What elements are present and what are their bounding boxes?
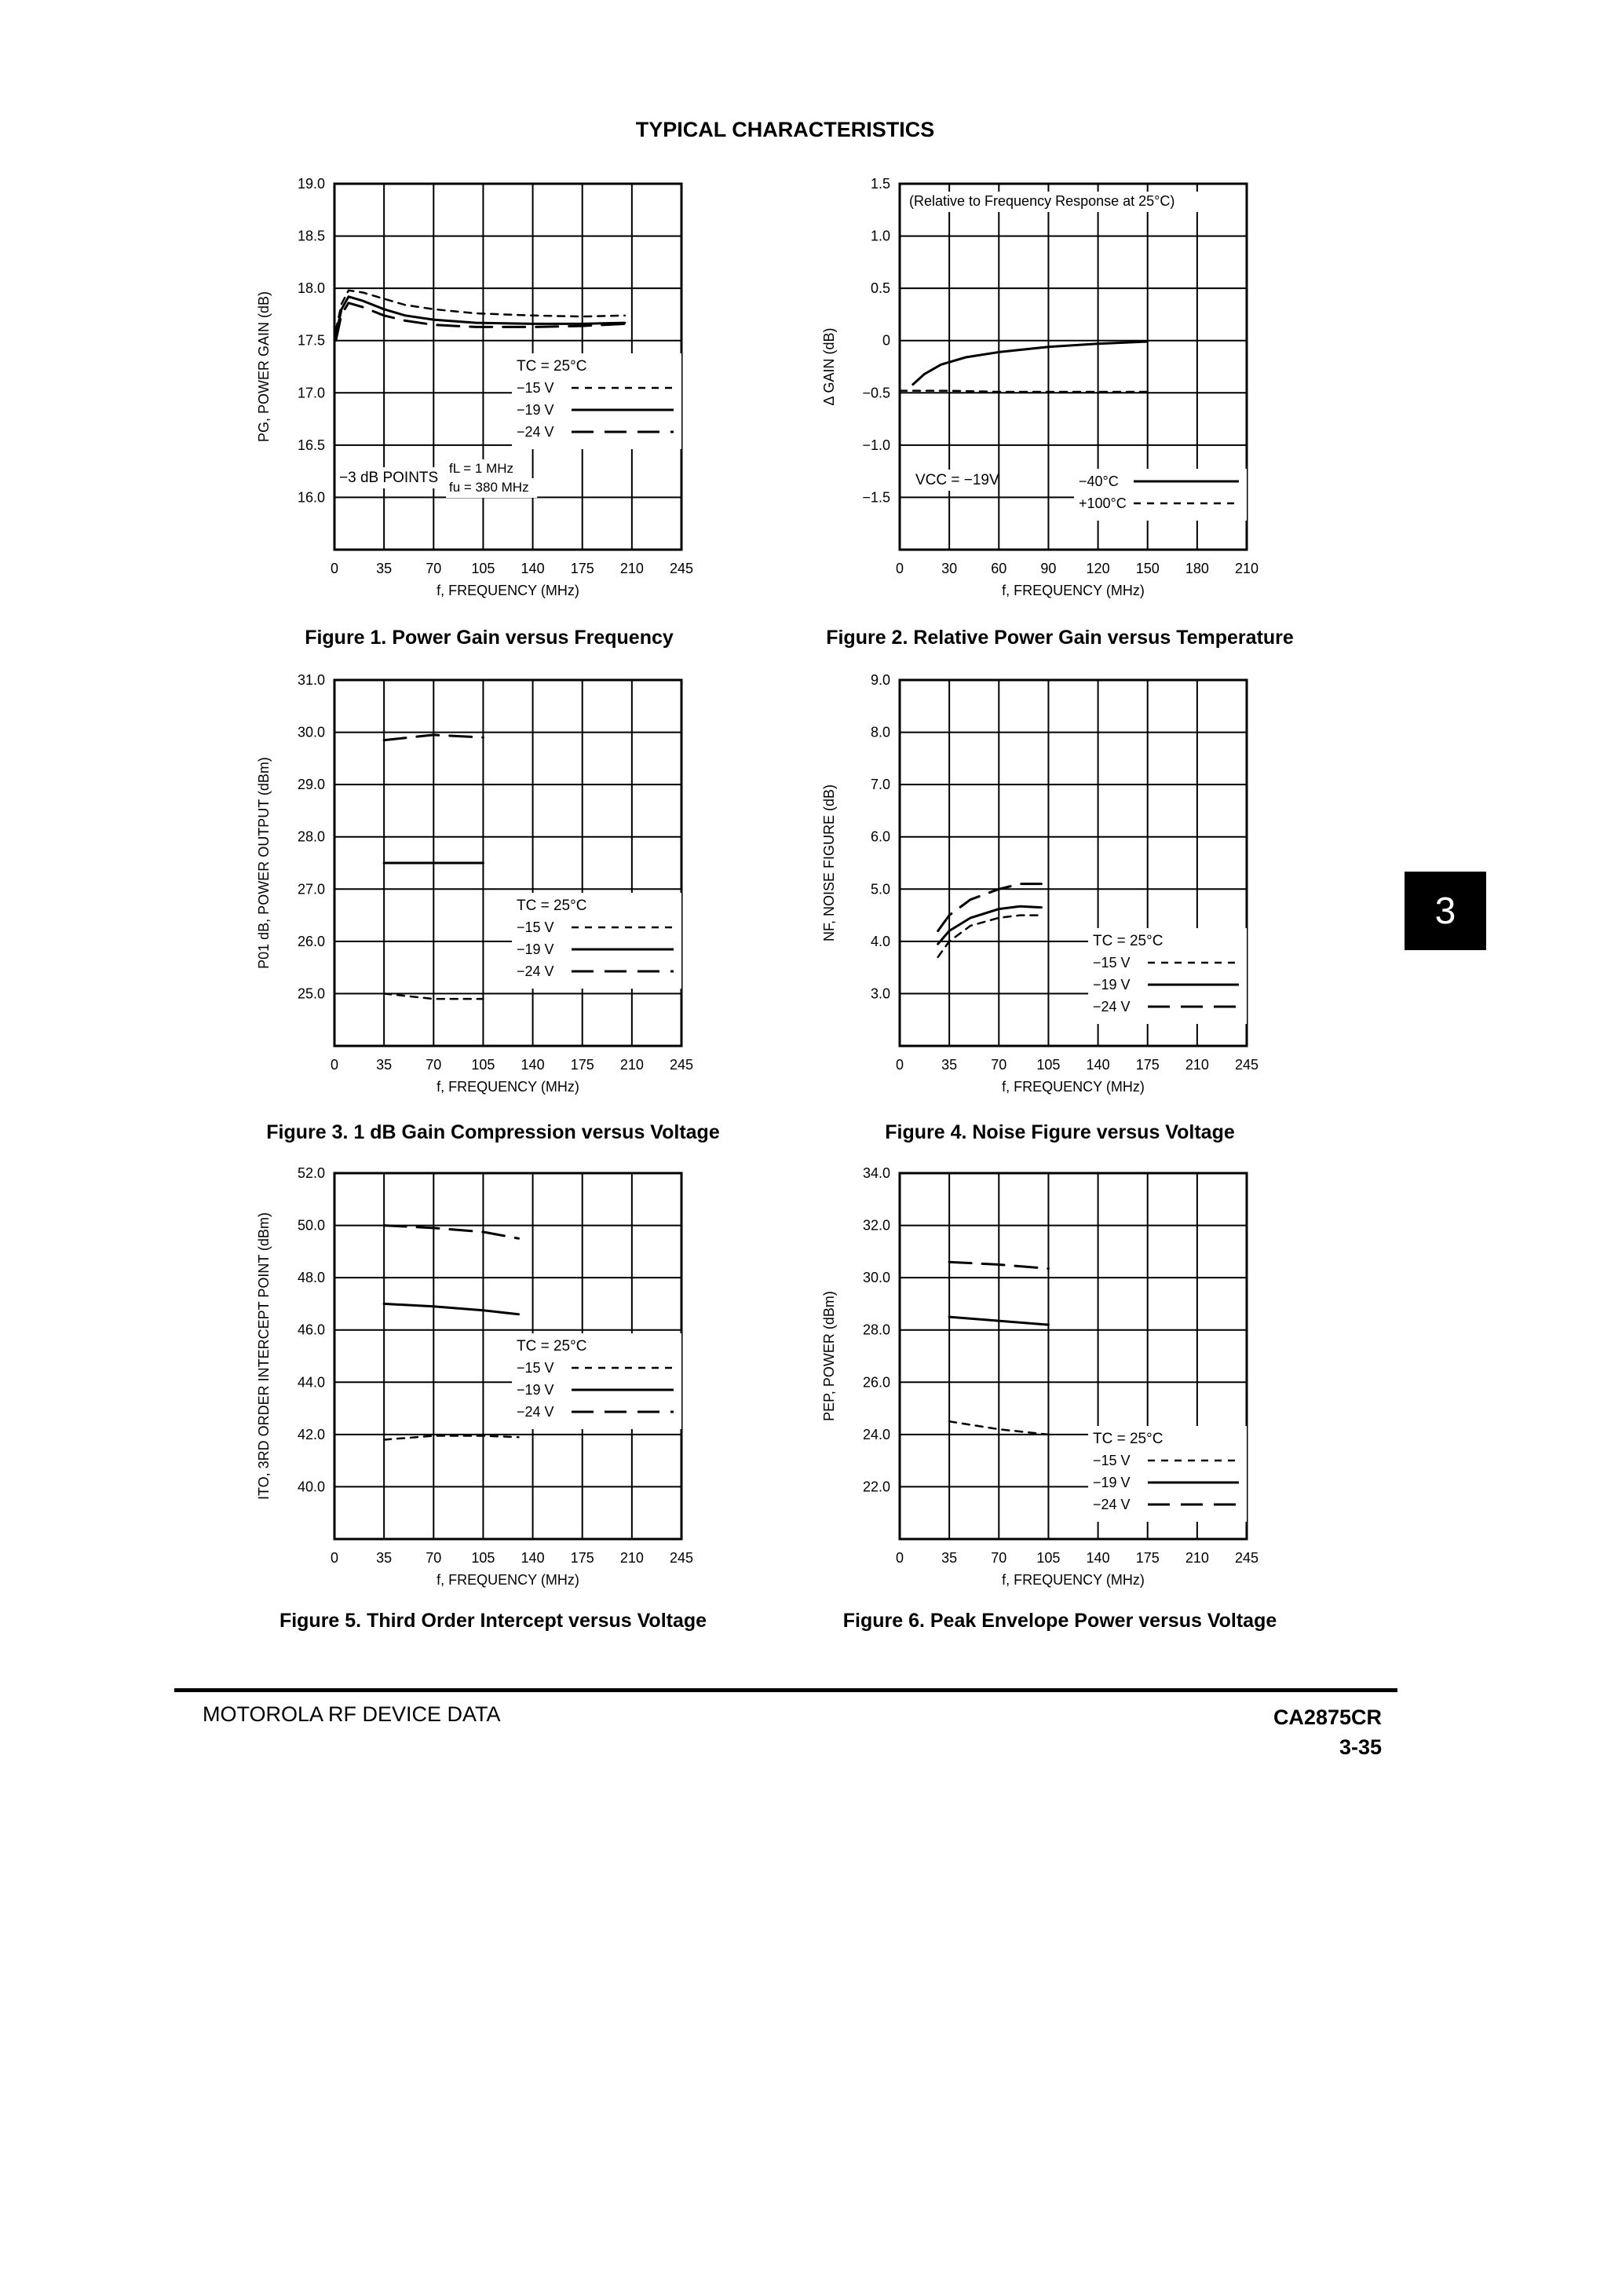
y-tick-label: 8.0 <box>870 724 890 740</box>
series-line-15V-0 <box>384 1436 518 1440</box>
x-tick-label: 105 <box>471 1550 495 1566</box>
x-tick-label: 140 <box>1086 1550 1110 1566</box>
legend-label: −19 V <box>517 1382 554 1398</box>
y-tick-label: 0.5 <box>870 280 890 297</box>
y-tick-label: 27.0 <box>297 881 325 898</box>
figure-5-caption: Figure 5. Third Order Intercept versus Voltage <box>279 1610 707 1632</box>
series-line-19V-1 <box>384 1303 518 1314</box>
figure-4-caption: Figure 4. Noise Figure versus Voltage <box>885 1121 1235 1143</box>
x-tick-label: 0 <box>895 561 904 576</box>
legend-label: −19 V <box>517 402 554 418</box>
y-tick-label: −0.5 <box>862 385 890 401</box>
legend-title: TC = 25°C <box>1093 933 1164 949</box>
series-line-15V-0 <box>938 916 1042 957</box>
y-tick-label: 28.0 <box>862 1322 890 1338</box>
x-tick-label: 175 <box>1135 1057 1160 1073</box>
y-tick-label: 22.0 <box>862 1479 890 1495</box>
x-tick-label: 30 <box>941 561 958 576</box>
y-tick-label: 34.0 <box>862 1165 890 1181</box>
y-tick-label: 44.0 <box>297 1374 325 1391</box>
y-tick-label: 40.0 <box>297 1479 325 1495</box>
chart-annotation: fL = 1 MHz <box>449 461 514 476</box>
y-tick-label: 18.0 <box>297 280 325 297</box>
y-tick-label: 52.0 <box>297 1165 325 1181</box>
footer-page-number: 3-35 <box>1339 1735 1382 1759</box>
footer-part-info <box>1273 1702 1382 1762</box>
y-tick-label: 26.0 <box>297 933 325 949</box>
legend-title: TC = 25°C <box>517 1338 587 1355</box>
chart-annotation: fu = 380 MHz <box>449 480 529 495</box>
legend-title: TC = 25°C <box>1093 1431 1164 1447</box>
x-tick-label: 90 <box>1040 561 1057 576</box>
chart-annotation: VCC = −19V <box>915 472 999 488</box>
chart-annotation: −3 dB POINTS <box>339 470 439 486</box>
y-tick-label: 24.0 <box>862 1426 890 1442</box>
x-tick-label: 105 <box>471 561 495 576</box>
figure-3-caption: Figure 3. 1 dB Gain Compression versus Voltage <box>266 1121 720 1143</box>
x-tick-label: 175 <box>570 1057 594 1073</box>
x-axis-label: f, FREQUENCY (MHz) <box>1002 583 1145 598</box>
legend-label: −19 V <box>1093 1475 1131 1490</box>
legend-label: −19 V <box>1093 977 1131 993</box>
y-tick-label: 50.0 <box>297 1217 325 1234</box>
y-axis-label: ITO, 3RD ORDER INTERCEPT POINT (dBm) <box>256 1212 272 1501</box>
x-tick-label: 70 <box>426 1550 442 1566</box>
y-tick-label: 1.0 <box>870 228 890 244</box>
chart-annotation: (Relative to Frequency Response at 25°C) <box>909 193 1175 209</box>
y-tick-label: −1.5 <box>862 489 890 506</box>
x-tick-label: 105 <box>1036 1057 1061 1073</box>
y-tick-label: 42.0 <box>297 1426 325 1442</box>
x-tick-label: 35 <box>376 1057 393 1073</box>
x-tick-label: 0 <box>330 561 339 576</box>
y-tick-label: 1.5 <box>870 176 890 192</box>
series-line-100C-1 <box>900 391 1148 392</box>
y-tick-label: 25.0 <box>297 985 325 1002</box>
x-tick-label: 245 <box>1234 1550 1259 1566</box>
y-tick-label: 26.0 <box>862 1374 890 1391</box>
x-tick-label: 70 <box>991 1550 1007 1566</box>
y-tick-label: 31.0 <box>297 672 325 688</box>
x-axis-label: f, FREQUENCY (MHz) <box>437 583 579 598</box>
section-tab-marker: 3 <box>1405 872 1486 950</box>
y-tick-label: 29.0 <box>297 777 325 793</box>
series-line-24V-2 <box>384 1226 518 1239</box>
series-line-19V-1 <box>938 906 1042 944</box>
y-axis-label: Δ GAIN (dB) <box>821 327 837 406</box>
x-axis-label: f, FREQUENCY (MHz) <box>437 1079 579 1095</box>
figure-4-chart <box>815 667 1302 1107</box>
legend-label: −24 V <box>1093 1497 1131 1512</box>
y-tick-label: 5.0 <box>870 881 890 898</box>
legend-label: −24 V <box>517 1404 554 1420</box>
legend-label: −15 V <box>517 1360 554 1376</box>
x-tick-label: 175 <box>570 561 594 576</box>
x-tick-label: 210 <box>1185 1057 1209 1073</box>
x-axis-label: f, FREQUENCY (MHz) <box>1002 1572 1145 1588</box>
figure-6-caption: Figure 6. Peak Envelope Power versus Voltage <box>842 1610 1277 1632</box>
legend-label: −15 V <box>517 380 554 396</box>
x-tick-label: 35 <box>376 1550 393 1566</box>
y-tick-label: 6.0 <box>870 828 890 845</box>
x-tick-label: 210 <box>619 1550 644 1566</box>
y-tick-label: 30.0 <box>297 724 325 740</box>
x-tick-label: 0 <box>895 1550 904 1566</box>
y-tick-label: 4.0 <box>870 933 890 949</box>
page-title: TYPICAL CHARACTERISTICS <box>635 118 935 141</box>
y-tick-label: 19.0 <box>297 176 325 192</box>
y-tick-label: 46.0 <box>297 1322 325 1338</box>
x-tick-label: 0 <box>330 1550 339 1566</box>
x-tick-label: 70 <box>991 1057 1007 1073</box>
x-tick-label: 120 <box>1086 561 1110 576</box>
legend-title: TC = 25°C <box>517 898 587 914</box>
x-tick-label: 210 <box>1185 1550 1209 1566</box>
x-tick-label: 35 <box>941 1057 958 1073</box>
figure-6-chart <box>815 1161 1302 1600</box>
x-tick-label: 0 <box>330 1057 339 1073</box>
y-axis-label: PG, POWER GAIN (dB) <box>256 291 272 443</box>
legend-label: −15 V <box>1093 955 1131 971</box>
x-axis-label: f, FREQUENCY (MHz) <box>1002 1079 1145 1095</box>
legend-label: −24 V <box>517 424 554 440</box>
x-tick-label: 210 <box>619 1057 644 1073</box>
legend-title: TC = 25°C <box>517 358 587 375</box>
y-tick-label: 48.0 <box>297 1270 325 1286</box>
y-axis-label: PEP, POWER (dBm) <box>821 1291 837 1421</box>
series-line-40C-0 <box>913 342 1148 385</box>
figure-5-chart <box>250 1161 736 1600</box>
legend-label: −40°C <box>1079 473 1119 489</box>
y-tick-label: 17.5 <box>297 332 325 349</box>
legend-label: −19 V <box>517 941 554 957</box>
legend-label: +100°C <box>1079 495 1127 511</box>
y-tick-label: 7.0 <box>870 777 890 793</box>
figure-3-chart <box>250 667 736 1107</box>
footer-part-number: CA2875CR <box>1273 1706 1382 1729</box>
x-tick-label: 175 <box>1135 1550 1160 1566</box>
y-tick-label: 18.5 <box>297 228 325 244</box>
footer-rule <box>174 1688 1397 1692</box>
y-tick-label: −1.0 <box>862 437 890 453</box>
x-tick-label: 140 <box>521 1057 545 1073</box>
x-tick-label: 105 <box>471 1057 495 1073</box>
y-tick-label: 0 <box>882 332 890 349</box>
y-axis-label: P01 dB, POWER OUTPUT (dBm) <box>256 757 272 969</box>
y-axis-label: NF, NOISE FIGURE (dB) <box>821 784 837 942</box>
x-tick-label: 140 <box>1086 1057 1110 1073</box>
x-tick-label: 150 <box>1135 561 1160 576</box>
x-tick-label: 245 <box>669 1057 694 1073</box>
x-tick-label: 0 <box>895 1057 904 1073</box>
figure-1-caption: Figure 1. Power Gain versus Frequency <box>305 627 674 649</box>
x-tick-label: 180 <box>1185 561 1209 576</box>
x-tick-label: 105 <box>1036 1550 1061 1566</box>
y-tick-label: 17.0 <box>297 385 325 401</box>
legend-label: −15 V <box>517 919 554 935</box>
footer-publisher: MOTOROLA RF DEVICE DATA <box>203 1702 501 1726</box>
x-tick-label: 245 <box>1234 1057 1259 1073</box>
y-tick-label: 28.0 <box>297 828 325 845</box>
y-tick-label: 30.0 <box>862 1270 890 1286</box>
y-tick-label: 9.0 <box>870 672 890 688</box>
legend-label: −24 V <box>517 963 554 979</box>
y-tick-label: 16.5 <box>297 437 325 453</box>
x-tick-label: 70 <box>426 561 442 576</box>
x-tick-label: 140 <box>521 561 545 576</box>
x-tick-label: 70 <box>426 1057 442 1073</box>
x-tick-label: 210 <box>619 561 644 576</box>
x-tick-label: 35 <box>376 561 393 576</box>
y-tick-label: 16.0 <box>297 489 325 506</box>
x-tick-label: 140 <box>521 1550 545 1566</box>
x-tick-label: 35 <box>941 1550 958 1566</box>
series-line-19V-1 <box>336 297 625 335</box>
x-axis-label: f, FREQUENCY (MHz) <box>437 1572 579 1588</box>
figure-2-caption: Figure 2. Relative Power Gain versus Temperature <box>826 627 1294 649</box>
x-tick-label: 245 <box>669 1550 694 1566</box>
x-tick-label: 210 <box>1234 561 1259 576</box>
y-tick-label: 3.0 <box>870 985 890 1002</box>
x-tick-label: 175 <box>570 1550 594 1566</box>
legend-label: −15 V <box>1093 1453 1131 1468</box>
figure-2-chart <box>815 171 1302 611</box>
figure-1-chart <box>250 171 736 611</box>
legend-label: −24 V <box>1093 999 1131 1015</box>
x-tick-label: 60 <box>991 561 1007 576</box>
x-tick-label: 245 <box>669 561 694 576</box>
y-tick-label: 32.0 <box>862 1217 890 1234</box>
